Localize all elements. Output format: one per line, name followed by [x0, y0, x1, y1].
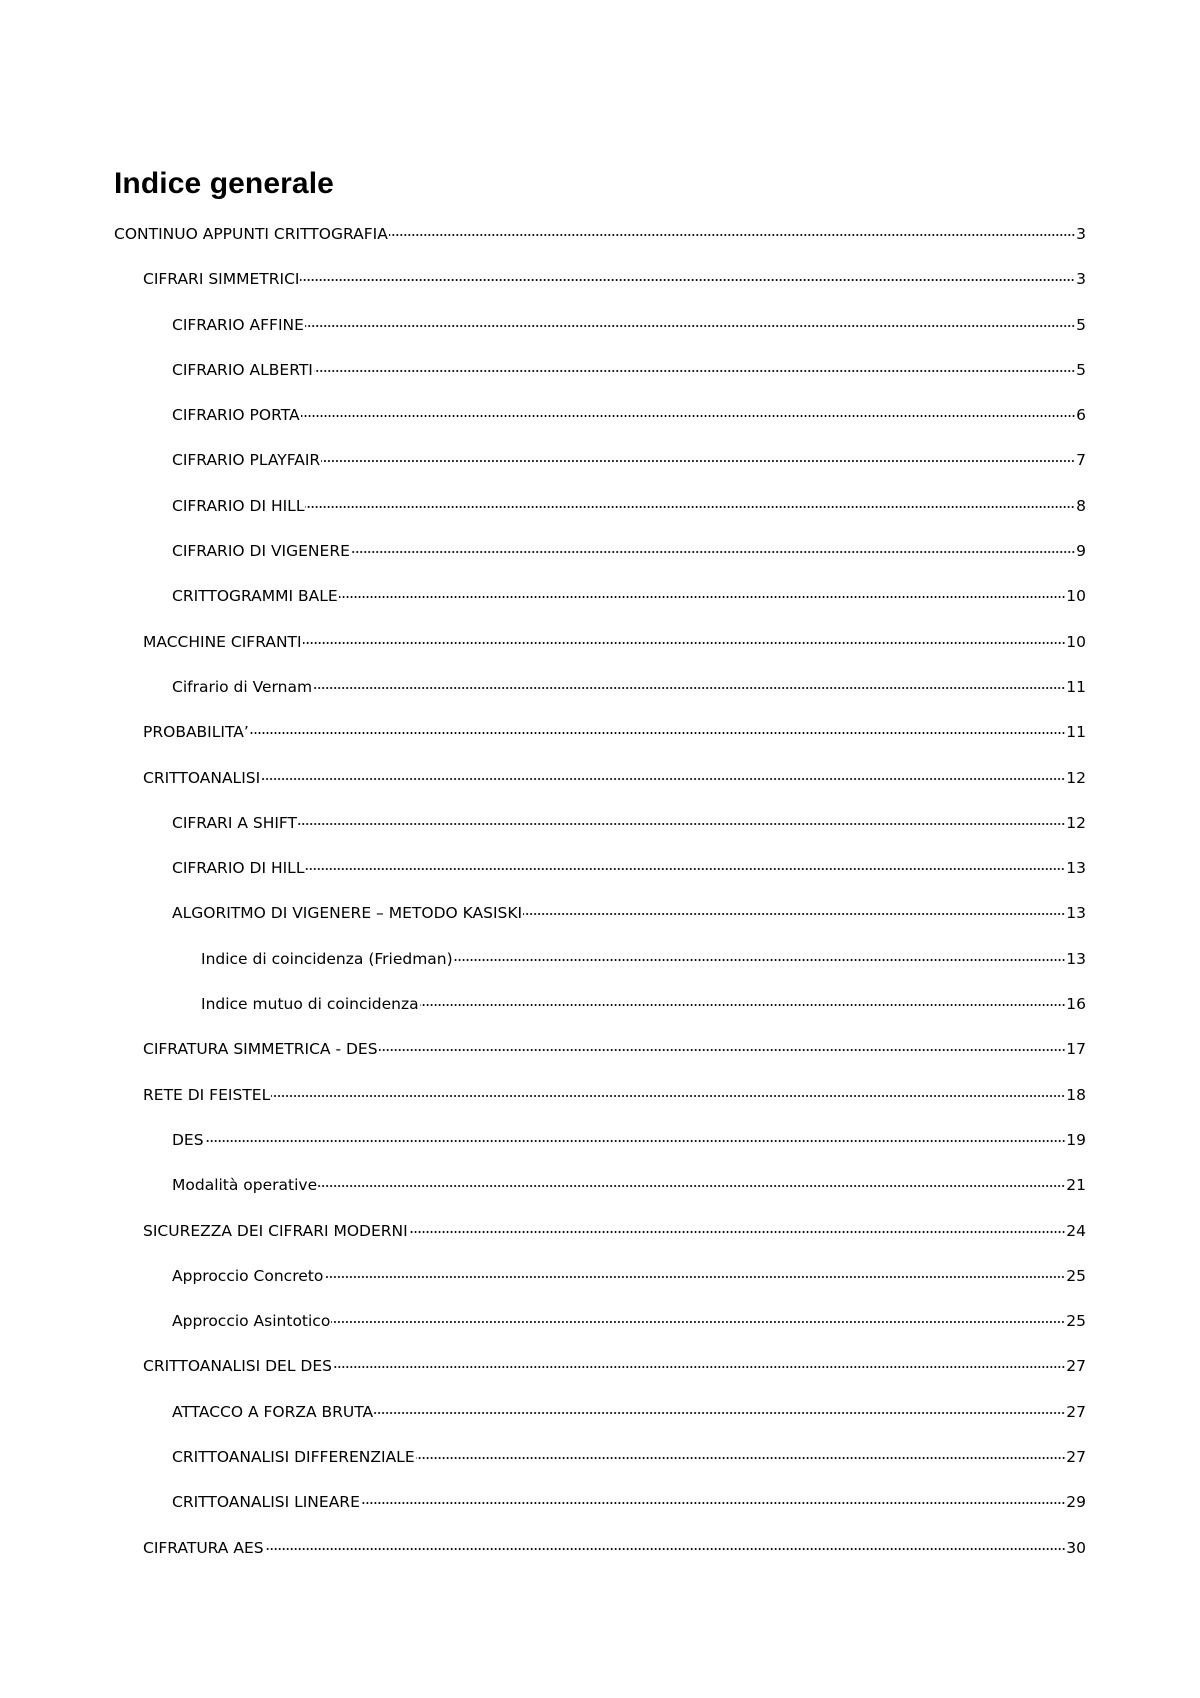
dot-leader	[321, 460, 1075, 462]
toc-entry-page-number: 13	[1066, 949, 1086, 968]
toc-entry[interactable]	[114, 1209, 1086, 1254]
toc-entry-page-number: 10	[1066, 587, 1086, 606]
toc-entry-label: Modalità operative	[172, 1176, 318, 1195]
toc-entry-page-number: 6	[1076, 406, 1086, 425]
dot-leader	[374, 1412, 1065, 1414]
dot-leader	[261, 778, 1065, 780]
toc-entry[interactable]	[114, 1344, 1086, 1389]
toc-entry-label: CIFRARIO PLAYFAIR	[172, 451, 321, 470]
toc-entry[interactable]	[114, 1390, 1086, 1435]
dot-leader	[389, 234, 1075, 236]
toc-entry-label: CIFRATURA AES	[143, 1538, 264, 1557]
toc-entry[interactable]	[114, 438, 1086, 483]
toc-entry-page-number: 21	[1066, 1176, 1086, 1195]
dot-leader	[454, 959, 1066, 961]
dot-leader	[305, 325, 1075, 327]
toc-entry-label: CIFRATURA SIMMETRICA - DES	[143, 1040, 378, 1059]
toc-entry[interactable]	[114, 348, 1086, 393]
toc-entry-page-number: 10	[1066, 632, 1086, 651]
dot-leader	[303, 642, 1066, 644]
dot-leader	[409, 1231, 1066, 1233]
toc-entry-label: Indice mutuo di coincidenza	[201, 995, 419, 1014]
toc-entry-label: CRITTOANALISI LINEARE	[172, 1493, 360, 1512]
toc-entry-page-number: 5	[1076, 360, 1086, 379]
toc-entry[interactable]	[114, 303, 1086, 348]
dot-leader	[301, 415, 1076, 417]
toc-entry-page-number: 17	[1066, 1040, 1086, 1059]
dot-leader	[305, 868, 1065, 870]
toc-entry-page-number: 29	[1066, 1493, 1086, 1512]
dot-leader	[361, 1502, 1065, 1504]
toc-entry[interactable]	[114, 620, 1086, 665]
toc-entry-page-number: 12	[1066, 768, 1086, 787]
toc-entry[interactable]	[114, 1254, 1086, 1299]
dot-leader	[271, 1095, 1065, 1097]
toc-entry-page-number: 13	[1066, 904, 1086, 923]
toc-entry[interactable]	[114, 1435, 1086, 1480]
toc-entry-label: RETE DI FEISTEL	[143, 1085, 271, 1104]
toc-entry-label: CRITTOANALISI DIFFERENZIALE	[172, 1448, 415, 1467]
toc-entry-page-number: 27	[1066, 1357, 1086, 1376]
toc-entry-page-number: 7	[1076, 451, 1086, 470]
toc-entry-label: CIFRARIO AFFINE	[172, 315, 304, 334]
toc-entry[interactable]	[114, 846, 1086, 891]
toc-entry[interactable]	[114, 1027, 1086, 1072]
toc-entry-label: DES	[172, 1130, 204, 1149]
table-of-contents	[114, 212, 1086, 1571]
dot-leader	[351, 551, 1075, 553]
toc-entry-label: CRITTOANALISI	[143, 768, 261, 787]
toc-entry[interactable]	[114, 756, 1086, 801]
toc-entry-label: CIFRARI SIMMETRICI	[143, 270, 300, 289]
dot-leader	[265, 1548, 1066, 1550]
toc-entry[interactable]	[114, 529, 1086, 574]
toc-entry-page-number: 19	[1066, 1130, 1086, 1149]
toc-entry[interactable]	[114, 484, 1086, 529]
toc-entry-label: CIFRARI A SHIFT	[172, 813, 298, 832]
toc-entry[interactable]	[114, 937, 1086, 982]
toc-entry-page-number: 3	[1076, 270, 1086, 289]
toc-entry-label: ALGORITMO DI VIGENERE – METODO KASISKI	[172, 904, 523, 923]
toc-entry-page-number: 13	[1066, 859, 1086, 878]
toc-entry-page-number: 18	[1066, 1085, 1086, 1104]
dot-leader	[300, 279, 1075, 281]
toc-entry-page-number: 11	[1066, 677, 1086, 696]
toc-entry-page-number: 25	[1066, 1312, 1086, 1331]
toc-entry-label: CIFRARIO ALBERTI	[172, 360, 313, 379]
toc-entry-page-number: 5	[1076, 315, 1086, 334]
toc-entry[interactable]	[114, 665, 1086, 710]
toc-entry[interactable]	[114, 1480, 1086, 1525]
dot-leader	[523, 913, 1065, 915]
toc-entry-label: CRITTOGRAMMI BALE	[172, 587, 338, 606]
toc-entry-label: CIFRARIO DI HILL	[172, 496, 305, 515]
dot-leader	[339, 596, 1066, 598]
toc-entry-page-number: 11	[1066, 723, 1086, 742]
toc-entry[interactable]	[114, 982, 1086, 1027]
toc-entry-page-number: 9	[1076, 542, 1086, 561]
toc-entry[interactable]	[114, 212, 1086, 257]
toc-entry-label: MACCHINE CIFRANTI	[143, 632, 302, 651]
toc-entry-page-number: 16	[1066, 995, 1086, 1014]
toc-entry-label: CRITTOANALISI DEL DES	[143, 1357, 332, 1376]
dot-leader	[298, 823, 1065, 825]
toc-entry[interactable]	[114, 1163, 1086, 1208]
toc-entry-page-number: 12	[1066, 813, 1086, 832]
dot-leader	[331, 1321, 1065, 1323]
toc-entry-page-number: 27	[1066, 1448, 1086, 1467]
toc-entry-label: CIFRARIO DI HILL	[172, 859, 305, 878]
toc-entry-label: SICUREZZA DEI CIFRARI MODERNI	[143, 1221, 408, 1240]
toc-entry-page-number: 27	[1066, 1402, 1086, 1421]
toc-entry[interactable]	[114, 1073, 1086, 1118]
toc-entry-page-number: 24	[1066, 1221, 1086, 1240]
toc-entry[interactable]	[114, 891, 1086, 936]
toc-entry-label: CONTINUO APPUNTI CRITTOGRAFIA	[114, 225, 388, 243]
toc-entry-label: Approccio Concreto	[172, 1266, 324, 1285]
dot-leader	[250, 732, 1066, 734]
toc-entry-page-number: 3	[1076, 225, 1086, 243]
toc-entry[interactable]	[114, 257, 1086, 302]
dot-leader	[420, 1004, 1066, 1006]
dot-leader	[333, 1366, 1065, 1368]
dot-leader	[379, 1049, 1066, 1051]
toc-entry-label: ATTACCO A FORZA BRUTA	[172, 1402, 374, 1421]
toc-entry-label: CIFRARIO PORTA	[172, 406, 300, 425]
toc-entry-label: Indice di coincidenza (Friedman)	[201, 949, 453, 968]
toc-entry-page-number: 8	[1076, 496, 1086, 515]
toc-entry-label: PROBABILITA’	[143, 723, 249, 742]
toc-entry[interactable]	[114, 393, 1086, 438]
dot-leader	[318, 1185, 1065, 1187]
toc-entry[interactable]	[114, 1299, 1086, 1344]
dot-leader	[324, 1276, 1065, 1278]
toc-entry-label: Approccio Asintotico	[172, 1312, 331, 1331]
toc-entry-page-number: 30	[1066, 1538, 1086, 1557]
toc-entry-label: Cifrario di Vernam	[172, 677, 313, 696]
dot-leader	[305, 506, 1075, 508]
dot-leader	[416, 1457, 1066, 1459]
toc-entry[interactable]	[114, 1526, 1086, 1571]
toc-entry[interactable]	[114, 801, 1086, 846]
toc-title: Indice generale	[114, 167, 334, 200]
dot-leader	[205, 1140, 1066, 1142]
dot-leader	[314, 370, 1075, 372]
toc-entry-label: CIFRARIO DI VIGENERE	[172, 542, 350, 561]
dot-leader	[313, 687, 1065, 689]
toc-entry[interactable]	[114, 710, 1086, 755]
toc-entry-page-number: 25	[1066, 1266, 1086, 1285]
toc-entry[interactable]	[114, 1118, 1086, 1163]
toc-entry[interactable]	[114, 574, 1086, 619]
